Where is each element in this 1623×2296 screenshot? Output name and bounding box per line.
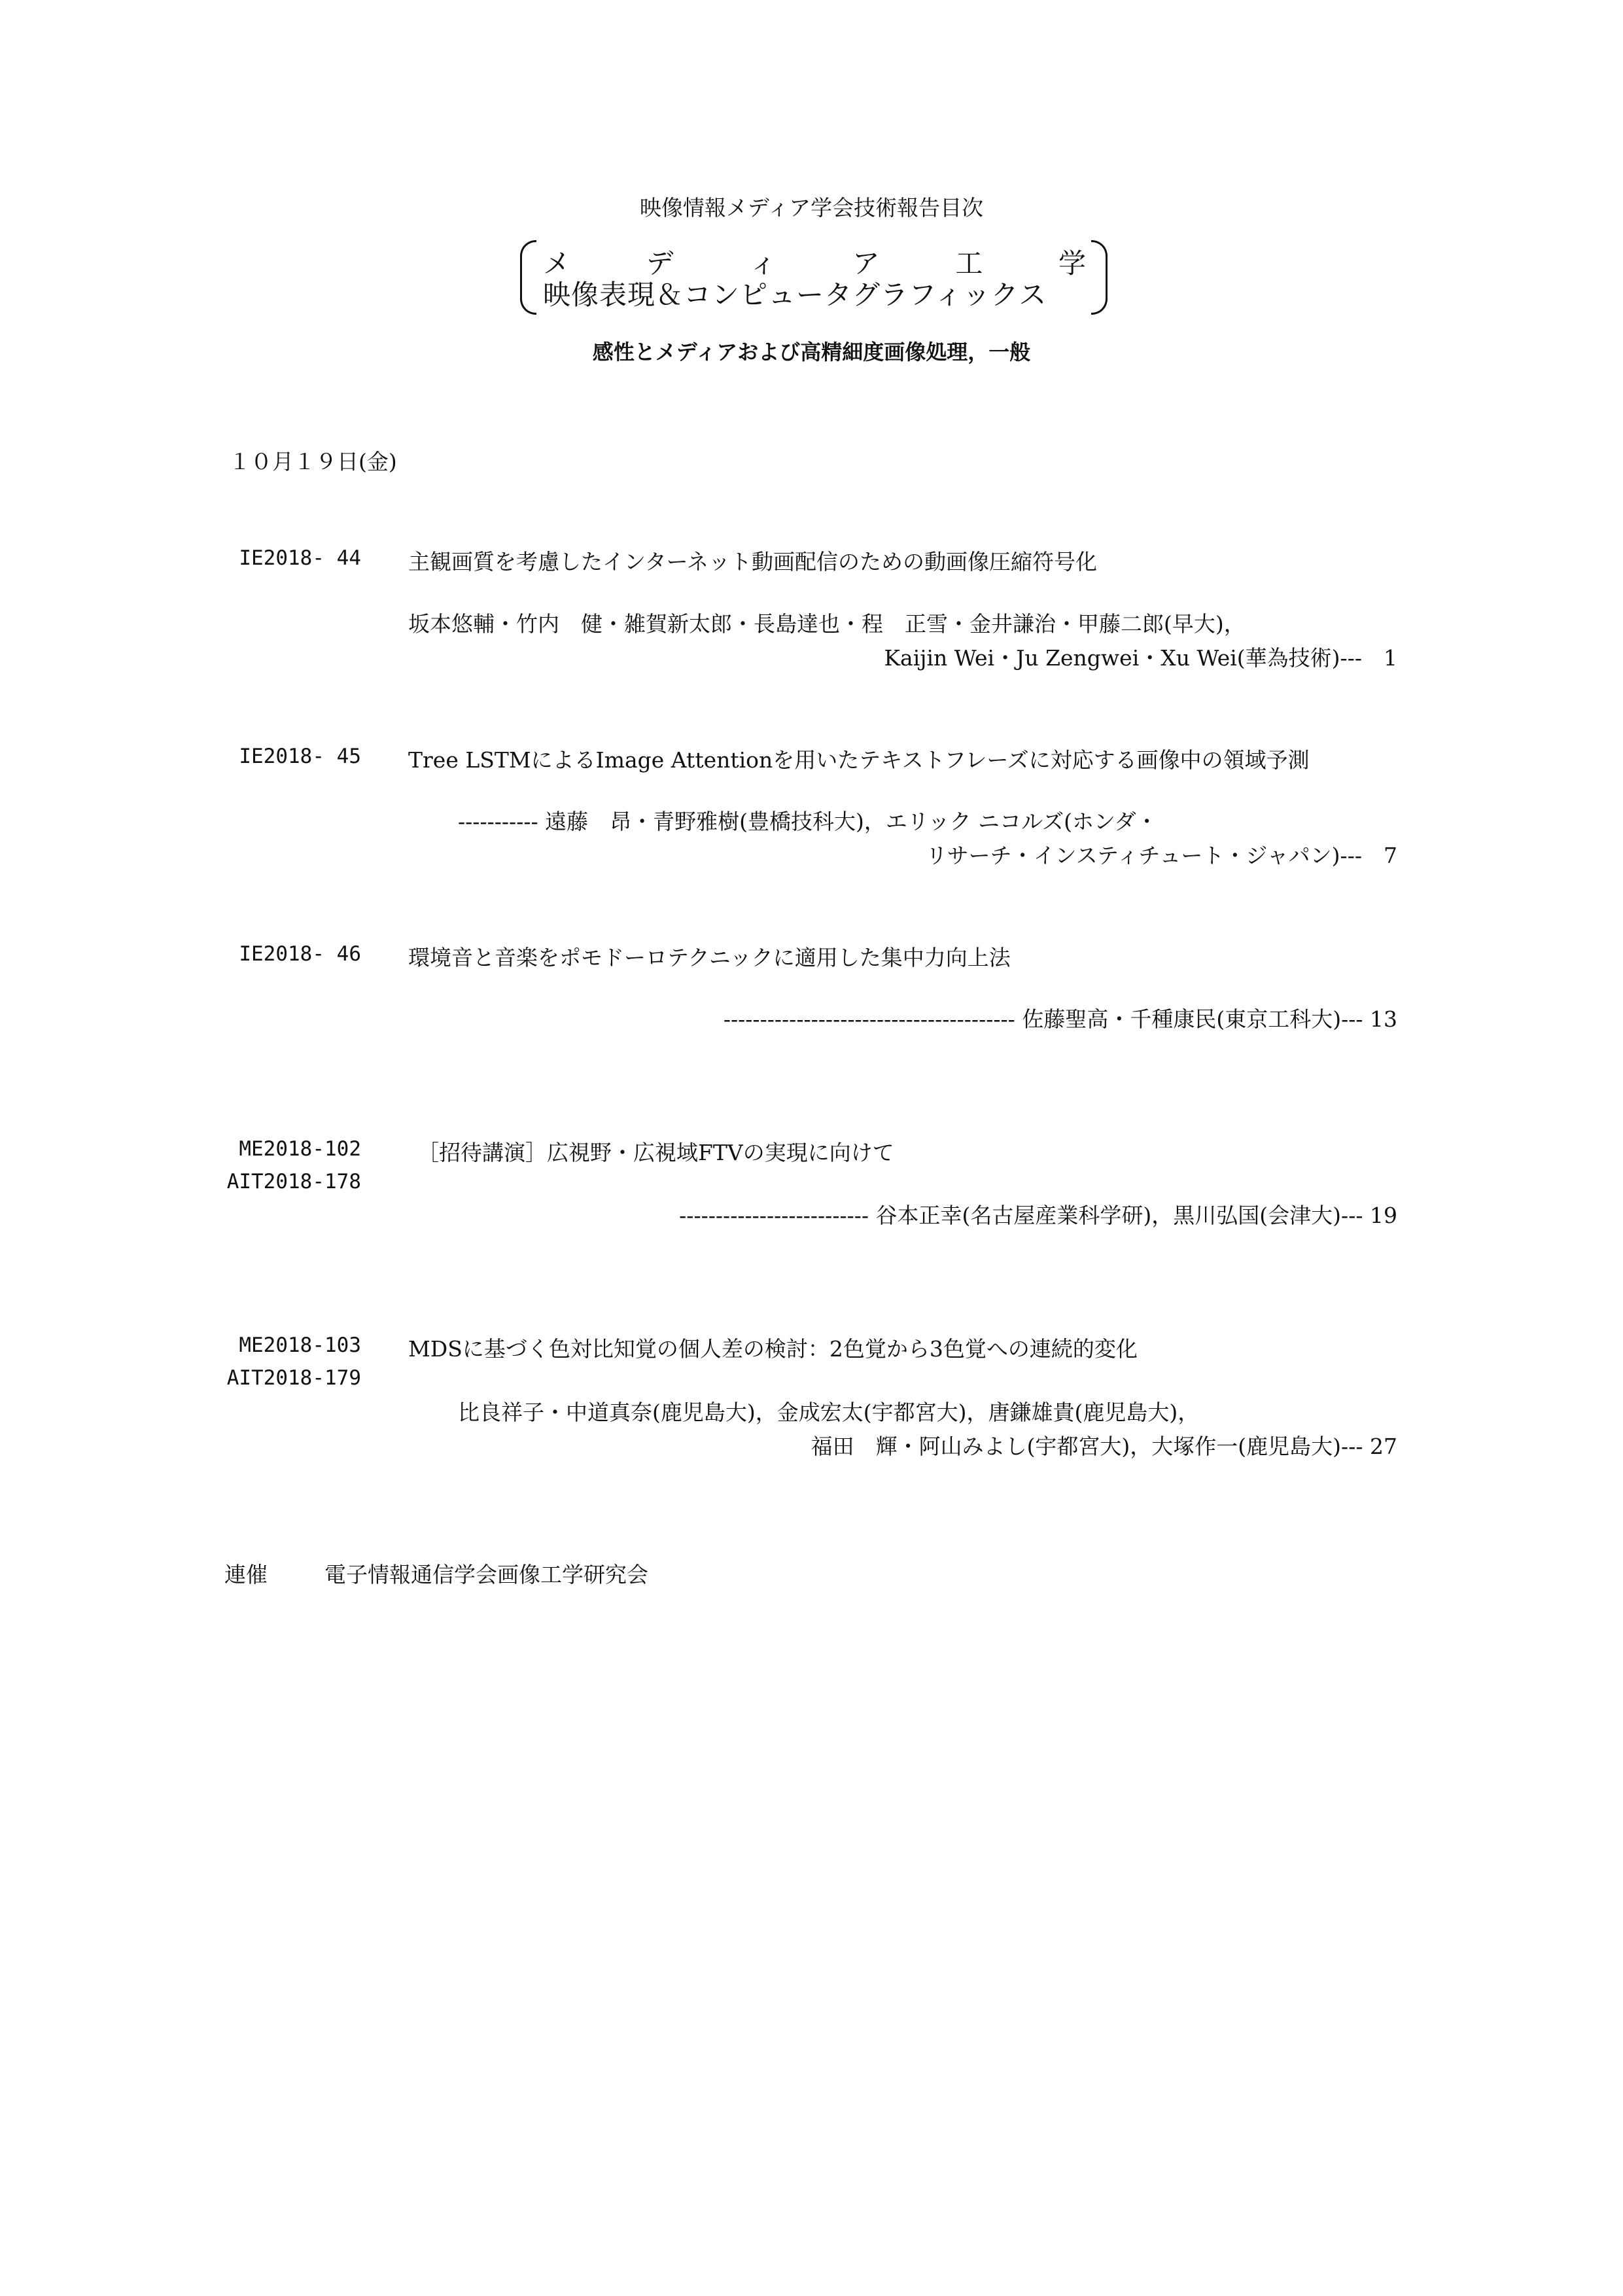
co-sponsor-label: 連催 (224, 1562, 268, 1587)
paper-title: Tree LSTMによるImage Attentionを用いたテキストフレーズに対応する画像中の領域予測 (408, 747, 1310, 773)
paper-authors-page: 福田 輝・阿山みよし(宇都宮大)，大塚作一(鹿児島大)--- 27 (811, 1434, 1397, 1459)
paper-authors: 坂本悠輔・竹内 健・雑賀新太郎・長島達也・程 正雪・金井謙治・甲藤二郎(早大)， (408, 611, 1246, 637)
group-name-cg: 映像表現＆コンピュータグラフィックス (543, 279, 1047, 311)
meeting-subtitle: 感性とメディアおよび高精細度画像処理，一般 (592, 340, 1031, 364)
paper-code: IE2018- 46 (239, 942, 361, 966)
paper-authors-page: -------------------------- 谷本正幸(名古屋産業科学研)，黒川弘国(会津大)--- 19 (679, 1203, 1397, 1228)
co-sponsor-name: 電子情報通信学会画像工学研究会 (324, 1562, 648, 1587)
left-brace (520, 240, 536, 315)
meeting-date: １０月１９日(金) (229, 449, 397, 474)
paper-code-secondary: AIT2018-179 (226, 1366, 361, 1390)
paper-code: IE2018- 44 (239, 546, 361, 570)
paper-title: MDSに基づく色対比知覚の個人差の検討：2色覚から3色覚への連続的変化 (408, 1336, 1138, 1362)
paper-title: ［招待講演］広視野・広視域FTVの実現に向けて (417, 1140, 894, 1165)
paper-authors: 比良祥子・中道真奈(鹿児島大)，金成宏太(宇都宮大)，唐鎌雄貴(鹿児島大)， (458, 1400, 1200, 1425)
paper-code: ME2018-102 (239, 1137, 361, 1161)
paper-code: ME2018-103 (239, 1333, 361, 1357)
paper-code: IE2018- 45 (239, 745, 361, 768)
report-title: 映像情報メディア学会技術報告目次 (639, 195, 984, 221)
paper-code-secondary: AIT2018-178 (226, 1170, 361, 1193)
group-char: メ (543, 247, 571, 279)
group-char: ィ (749, 247, 777, 279)
paper-authors-page: リサーチ・インスティチュート・ジャパン)--- 7 (926, 843, 1397, 868)
right-brace (1091, 240, 1108, 315)
paper-authors: ----------- 遠藤 昂・青野雅樹(豊橋技科大)，エリック ニコルズ(ホンダ・ (458, 809, 1158, 834)
group-char: ア (852, 247, 880, 279)
paper-authors-page: ---------------------------------------- 佐藤聖高・千種康民(東京工科大)--- 13 (723, 1006, 1397, 1032)
group-char: デ (646, 247, 674, 279)
paper-authors-page: Kaijin Wei・Ju Zengwei・Xu Wei(華為技術)--- 1 (884, 645, 1397, 671)
paper-title: 主観画質を考慮したインターネット動画配信のための動画像圧縮符号化 (408, 549, 1098, 574)
group-char: 学 (1058, 247, 1086, 279)
paper-title: 環境音と音楽をポモドーロテクニックに適用した集中力向上法 (408, 945, 1011, 970)
group-char: 工 (955, 247, 983, 279)
